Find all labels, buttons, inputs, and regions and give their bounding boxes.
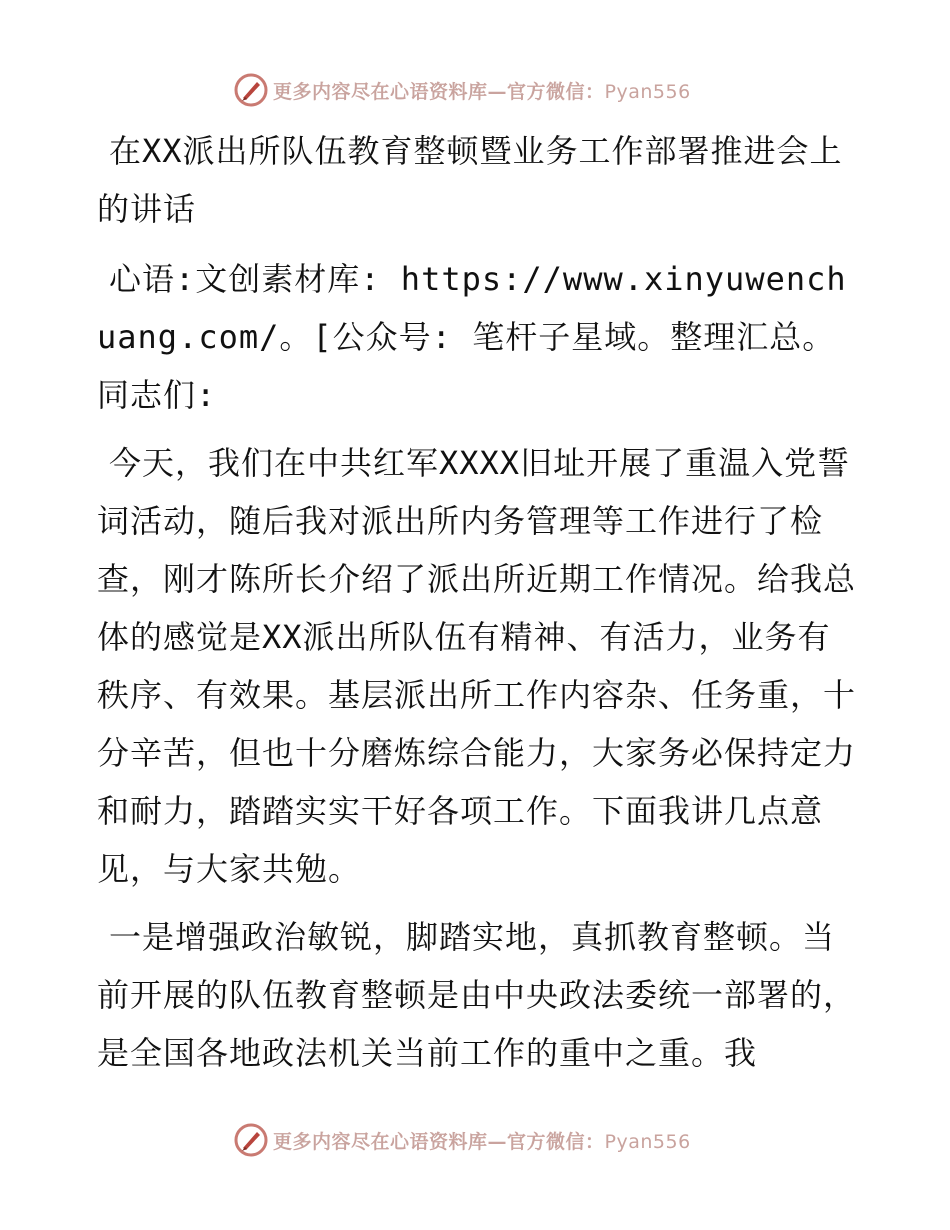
banner-brand: Pyan556 [604, 1130, 691, 1153]
header-banner [233, 70, 691, 110]
quill-logo-icon [233, 72, 269, 108]
banner-text: 更多内容尽在心语资料库—官方微信：Pyan556 [273, 80, 691, 103]
quill-logo-icon [233, 1122, 269, 1158]
banner-text: 更多内容尽在心语资料库—官方微信：Pyan556 [273, 1130, 691, 1153]
body-paragraph-1: 今天，我们在中共红军XXXX旧址开展了重温入党誓词活动，随后我对派出所内务管理等工作进行了检查，刚才陈所长介绍了派出所近期工作情况。给我总体的感觉是XX派出所队伍有精神、有活力，业务有秩序、有效果。基层派出所工作内容杂、任务重，十分辛苦，但也十分磨炼综合能力，大家务必保持定力和耐力，踏踏实实干好各项工作。下面我讲几点意见，与大家共勉。 [97, 444, 857, 888]
document-title: 在XX派出所队伍教育整顿暨业务工作部署推进会上的讲话 [97, 132, 843, 228]
body-paragraph-2: 一是增强政治敏锐，脚踏实地，真抓教育整顿。当前开展的队伍教育整顿是由中央政法委统一部署的，是全国各地政法机关当前工作的重中之重。我 [97, 918, 857, 1072]
document-body [97, 122, 857, 1082]
banner-brand: Pyan556 [604, 80, 691, 103]
intro-paragraph: 心语:文创素材库: https://www.xinyuwenchuang.com/。[公众号: 笔杆子星域。整理汇总。同志们: [97, 260, 847, 414]
footer-banner [233, 1120, 691, 1160]
